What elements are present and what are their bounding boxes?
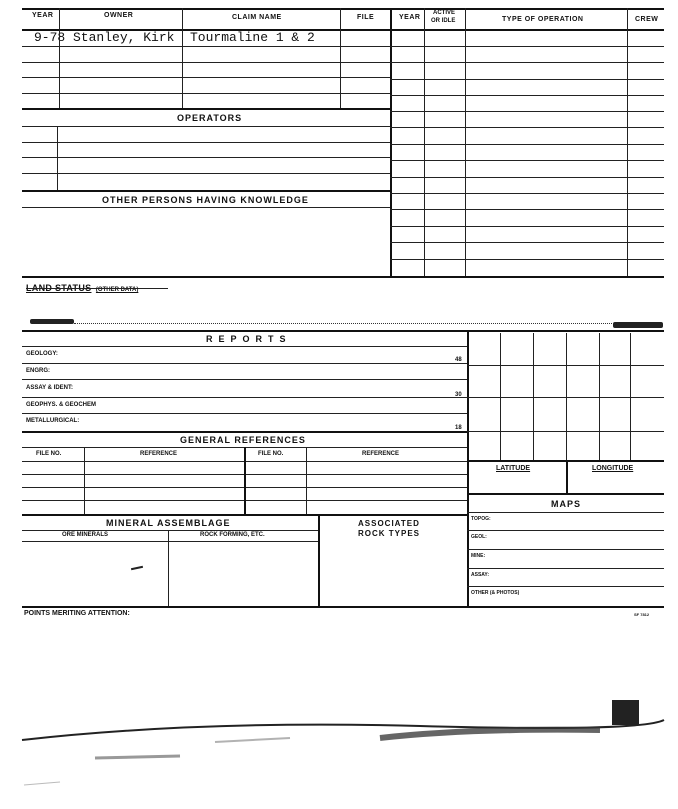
rule bbox=[22, 62, 390, 63]
rule bbox=[627, 8, 628, 276]
col-header-file: FILE bbox=[357, 14, 375, 21]
mineral-col-ore: ORE MINERALS bbox=[62, 532, 109, 538]
map-mine: MINE: bbox=[471, 553, 486, 559]
rule bbox=[22, 530, 318, 531]
scan-smudge bbox=[30, 319, 74, 324]
rule bbox=[390, 209, 664, 210]
rule bbox=[467, 530, 664, 531]
rule bbox=[424, 8, 425, 276]
rule bbox=[467, 568, 664, 569]
land-status-subtitle: (OTHER DATA) bbox=[95, 287, 139, 293]
rule bbox=[84, 447, 85, 514]
rule bbox=[22, 157, 390, 158]
land-status-title: LAND STATUS bbox=[26, 283, 92, 293]
rule bbox=[390, 111, 664, 112]
section-reports: REPORTS bbox=[206, 334, 292, 344]
report-num-18: 18 bbox=[455, 425, 462, 431]
col-header-active-line1: ACTIVE bbox=[433, 10, 456, 16]
rule bbox=[22, 541, 318, 542]
report-metallurgical: METALLURGICAL: bbox=[26, 418, 80, 424]
rule bbox=[26, 288, 168, 289]
rule bbox=[390, 95, 664, 96]
rule bbox=[22, 93, 390, 94]
rule bbox=[390, 8, 392, 276]
col-header-type-of-operation: TYPE OF OPERATION bbox=[502, 16, 584, 23]
rule bbox=[390, 144, 664, 145]
rule bbox=[168, 530, 169, 606]
rule bbox=[22, 413, 468, 414]
rule bbox=[22, 190, 390, 192]
rule bbox=[390, 242, 664, 243]
rule bbox=[57, 126, 58, 190]
rule bbox=[467, 493, 664, 495]
rule bbox=[390, 79, 664, 80]
rule bbox=[318, 514, 320, 606]
section-other-persons: OTHER PERSONS HAVING KNOWLEDGE bbox=[102, 195, 309, 205]
report-engrg: ENGRG: bbox=[26, 368, 50, 374]
col-header-activity-year: YEAR bbox=[399, 14, 421, 21]
rule bbox=[22, 379, 468, 380]
rule bbox=[74, 323, 614, 324]
rule bbox=[390, 226, 664, 227]
rule bbox=[22, 126, 390, 127]
rule bbox=[182, 8, 183, 108]
report-num-48: 48 bbox=[455, 357, 462, 363]
rule bbox=[390, 46, 664, 47]
map-topog: TOPOG: bbox=[471, 516, 491, 522]
rule bbox=[467, 549, 664, 550]
rule bbox=[467, 397, 664, 398]
rule bbox=[244, 447, 246, 514]
scan-artifacts bbox=[0, 690, 678, 809]
scan-smudge bbox=[613, 322, 663, 328]
land-status-label bbox=[26, 278, 138, 296]
rule bbox=[467, 512, 664, 513]
report-geophys: GEOPHYS. & GEOCHEM bbox=[26, 402, 97, 408]
rule bbox=[22, 8, 664, 10]
rule bbox=[22, 606, 664, 608]
rule bbox=[22, 363, 468, 364]
col-header-crew: CREW bbox=[635, 16, 659, 23]
rule bbox=[22, 173, 390, 174]
rule bbox=[22, 397, 468, 398]
rule bbox=[22, 207, 390, 208]
section-associated-line2: ROCK TYPES bbox=[358, 529, 421, 538]
rule bbox=[22, 514, 468, 516]
rule bbox=[390, 62, 664, 63]
rule bbox=[467, 330, 469, 606]
col-header-year: YEAR bbox=[32, 12, 54, 19]
section-maps: MAPS bbox=[551, 499, 582, 509]
rule bbox=[390, 193, 664, 194]
section-mineral-assemblage: MINERAL ASSEMBLAGE bbox=[106, 518, 231, 528]
rule bbox=[22, 142, 390, 143]
report-geology: GEOLOGY: bbox=[26, 351, 58, 357]
longitude-label: LONGITUDE bbox=[592, 465, 634, 472]
rule bbox=[306, 447, 307, 514]
map-assay: ASSAY: bbox=[471, 572, 490, 578]
map-other: OTHER (& PHOTOS) bbox=[471, 590, 520, 596]
ref-col-reference-2: REFERENCE bbox=[362, 451, 400, 457]
rule bbox=[59, 8, 60, 108]
ref-col-reference-1: REFERENCE bbox=[140, 451, 178, 457]
form-number: SF 7812 bbox=[634, 612, 650, 617]
ref-col-file-no-1: FILE NO. bbox=[36, 451, 62, 457]
rule bbox=[467, 431, 664, 432]
col-header-claim-name: CLAIM NAME bbox=[232, 14, 282, 21]
rule bbox=[22, 77, 390, 78]
rule bbox=[390, 259, 664, 260]
col-header-owner: OWNER bbox=[104, 12, 134, 19]
rule bbox=[22, 431, 468, 433]
ref-col-file-no-2: FILE NO. bbox=[258, 451, 284, 457]
rule bbox=[22, 330, 664, 332]
rule bbox=[390, 127, 664, 128]
map-geol: GEOL: bbox=[471, 534, 487, 540]
section-operators: OPERATORS bbox=[177, 113, 243, 123]
rule bbox=[467, 586, 664, 587]
rule bbox=[465, 8, 466, 276]
section-associated-line1: ASSOCIATED bbox=[358, 519, 420, 528]
rule bbox=[340, 8, 341, 108]
col-header-active-line2: OR IDLE bbox=[431, 18, 456, 24]
points-meriting-attention: POINTS MERITING ATTENTION: bbox=[24, 610, 130, 617]
latitude-label: LATITUDE bbox=[496, 465, 531, 472]
rule bbox=[566, 460, 568, 493]
mineral-col-rock-forming: ROCK FORMING, ETC. bbox=[200, 532, 265, 538]
rule bbox=[467, 365, 664, 366]
section-general-references: GENERAL REFERENCES bbox=[180, 435, 306, 445]
rule bbox=[390, 160, 664, 161]
claim-entry-year-owner: 9-78 Stanley, Kirk bbox=[34, 30, 175, 45]
rule bbox=[22, 346, 468, 347]
rule bbox=[390, 177, 664, 178]
report-num-30: 30 bbox=[455, 392, 462, 398]
report-assay: ASSAY & IDENT: bbox=[26, 385, 74, 391]
rule bbox=[22, 108, 390, 110]
claim-entry-claim-name: Tourmaline 1 & 2 bbox=[190, 30, 315, 45]
pen-mark bbox=[131, 566, 143, 570]
rule bbox=[22, 46, 390, 47]
